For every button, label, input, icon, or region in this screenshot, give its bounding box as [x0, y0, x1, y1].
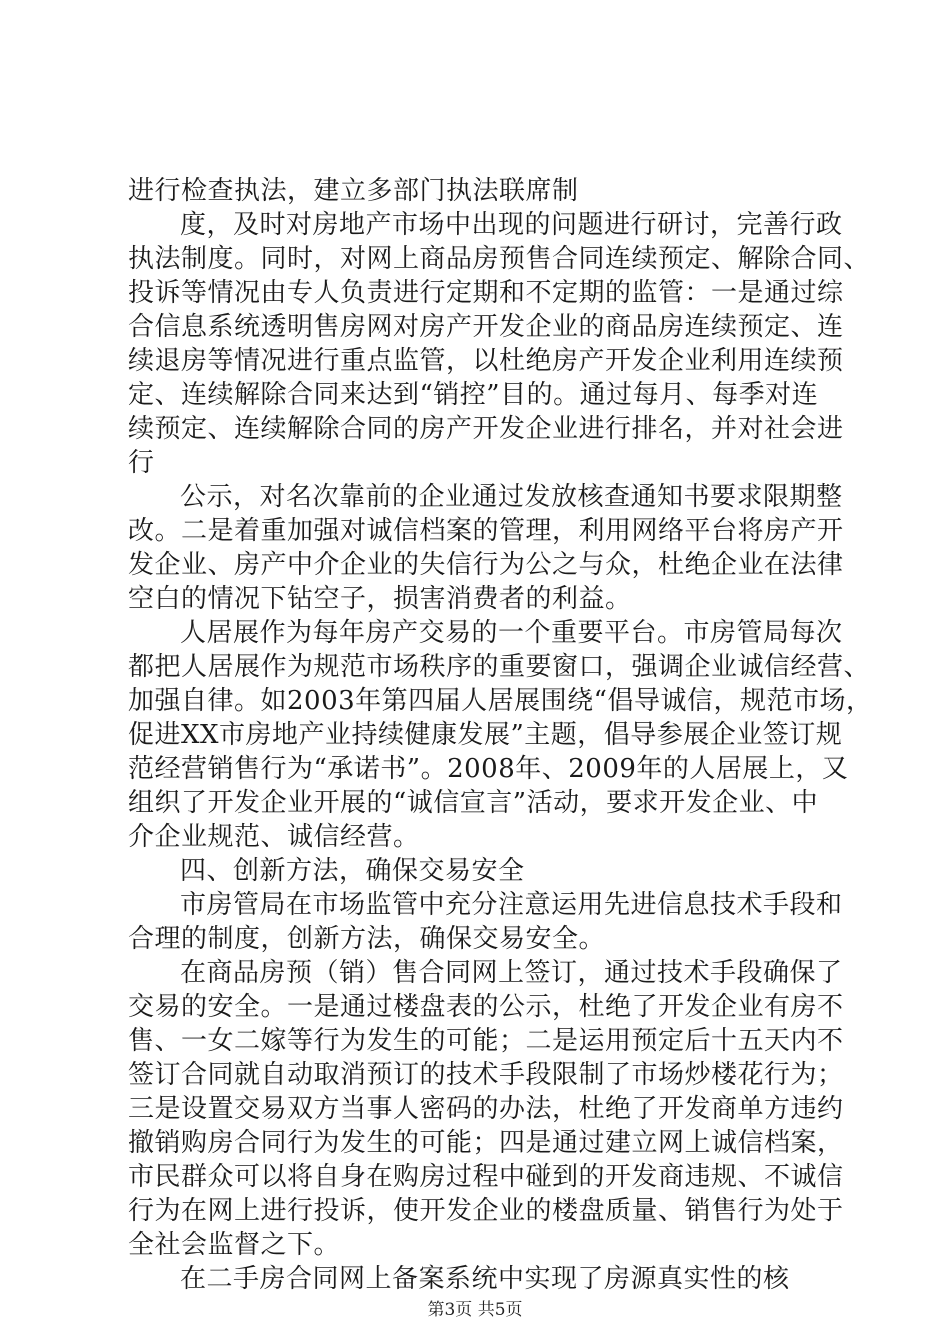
text-line: 售、一女二嫁等行为发生的可能；二是运用预定后十五天内不 — [128, 1026, 844, 1056]
text-line: 续退房等情况进行重点监管，以杜绝房产开发企业利用连续预 — [128, 346, 844, 376]
text-line: 合信息系统透明售房网对房产开发企业的商品房连续预定、连 — [128, 312, 844, 342]
text-line: 全社会监督之下。 — [128, 1230, 341, 1260]
paragraph-start-line: 人居展作为每年房产交易的一个重要平台。市房管局每次 — [180, 618, 843, 648]
text-line: 加强自律。如2003年第四届人居展围绕“倡导诚信，规范市场， — [128, 686, 873, 716]
text-line: 促进XX市房地产业持续健康发展”主题，倡导参展企业签订规 — [128, 720, 843, 750]
text-line: 投诉等情况由专人负责进行定期和不定期的监管：一是通过综 — [128, 278, 844, 308]
text-line: 组织了开发企业开展的“诚信宣言”活动，要求开发企业、中 — [128, 788, 819, 818]
section-heading: 四、创新方法，确保交易安全 — [180, 856, 525, 886]
text-line: 撤销购房合同行为发生的可能；四是通过建立网上诚信档案， — [128, 1128, 844, 1158]
text-line: 续预定、连续解除合同的房产开发企业进行排名，并对社会进 — [128, 414, 844, 444]
text-line: 定、连续解除合同来达到“销控”目的。通过每月、每季对连 — [128, 380, 819, 410]
text-line: 交易的安全。一是通过楼盘表的公示，杜绝了开发企业有房不 — [128, 992, 844, 1022]
text-line: 行为在网上进行投诉，使开发企业的楼盘质量、销售行为处于 — [128, 1196, 844, 1226]
paragraph-start-line: 在商品房预（销）售合同网上签订，通过技术手段确保了 — [180, 958, 843, 988]
text-line: 市民群众可以将自身在购房过程中碰到的开发商违规、不诚信 — [128, 1162, 844, 1192]
paragraph-start-line: 在二手房合同网上备案系统中实现了房源真实性的核 — [180, 1264, 790, 1294]
paragraph-start-line: 度，及时对房地产市场中出现的问题进行研讨，完善行政 — [180, 210, 843, 240]
paragraph-start-line: 公示，对名次靠前的企业通过发放核查通知书要求限期整 — [180, 482, 843, 512]
page-number-footer: 第3页 共5页 — [427, 1300, 523, 1320]
paragraph-start-line: 市房管局在市场监管中充分注意运用先进信息技术手段和 — [180, 890, 843, 920]
text-line: 范经营销售行为“承诺书”。2008年、2009年的人居展上，又 — [128, 754, 849, 784]
text-line: 行 — [128, 448, 155, 478]
text-line: 执法制度。同时，对网上商品房预售合同连续预定、解除合同、 — [128, 244, 871, 274]
text-line: 空白的情况下钻空子，损害消费者的利益。 — [128, 584, 632, 614]
text-line: 签订合同就自动取消预订的技术手段限制了市场炒楼花行为； — [128, 1060, 844, 1090]
text-line: 都把人居展作为规范市场秩序的重要窗口，强调企业诚信经营、 — [128, 652, 871, 682]
text-line: 合理的制度，创新方法，确保交易安全。 — [128, 924, 606, 954]
text-line: 介企业规范、诚信经营。 — [128, 822, 420, 852]
text-line: 发企业、房产中介企业的失信行为公之与众，杜绝企业在法律 — [128, 550, 844, 580]
text-line: 进行检查执法，建立多部门执法联席制 — [128, 176, 579, 206]
text-line: 改。二是着重加强对诚信档案的管理，利用网络平台将房产开 — [128, 516, 844, 546]
text-line: 三是设置交易双方当事人密码的办法，杜绝了开发商单方违约 — [128, 1094, 844, 1124]
